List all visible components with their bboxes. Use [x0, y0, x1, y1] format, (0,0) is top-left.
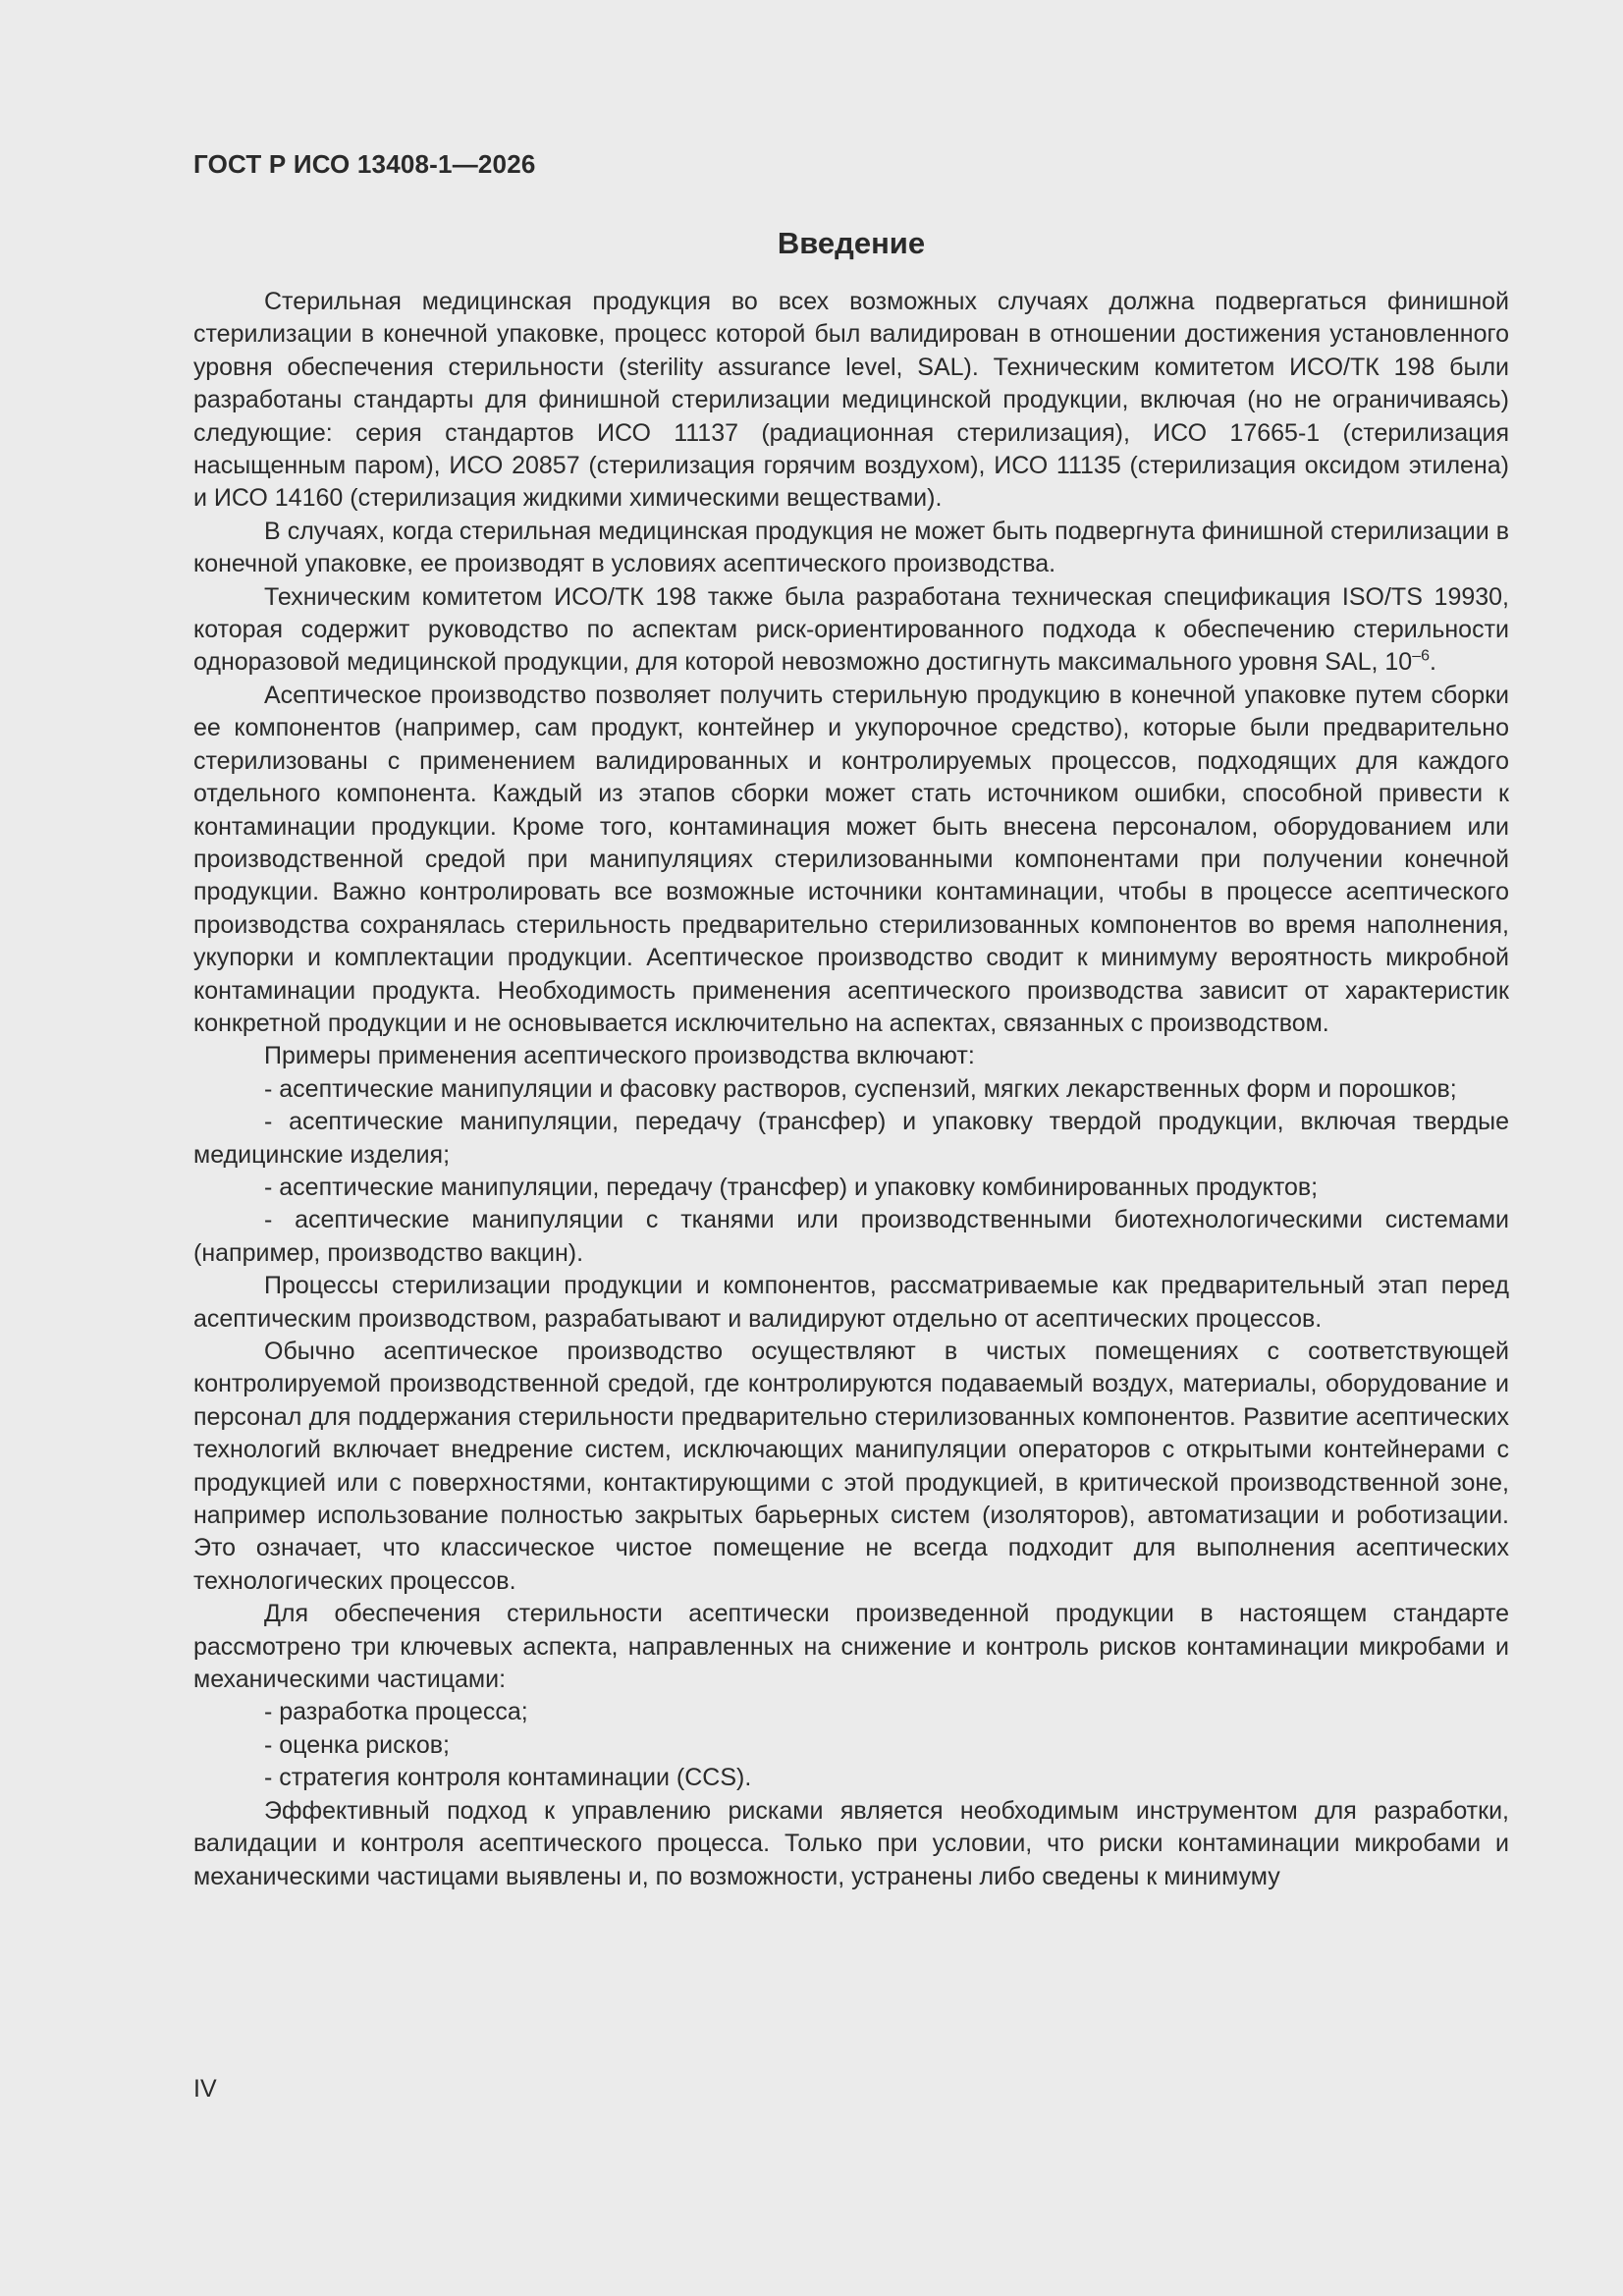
paragraph: [193, 581, 1509, 680]
body-text: [193, 286, 1509, 1893]
list-item-text: - асептические манипуляции и фасовку растворов, суспензий, мягких лекарственных форм и порошков;: [264, 1074, 1457, 1103]
paragraph-tail: .: [1429, 648, 1436, 677]
paragraph: [193, 1270, 1509, 1336]
paragraph-text: Техническим комитетом ИСО/ТК 198 также была разработана техническая спецификация ISO/TS 19930, которая содержит руководство по аспектам риск-ориентированного подхода к обеспечению стерильности одноразовой медицинской продукции, для которой невозможно достигнуть максимального уровня SAL, 10: [193, 582, 1509, 677]
paragraph-text: Асептическое производство позволяет получить стерильную продукцию в конечной упаковке путем сборки ее компонентов (например, сам продукт, контейнер и укупорочное средство), которые были предварительно стерилизованы с применением валидированных и контролируемых процессов, подходящих для каждого отдельного компонента. Каждый из этапов сборки может стать источником ошибки, способной привести к контаминации продукции. Кроме того, контаминация может быть внесена персоналом, оборудованием или производственной средой при манипуляциях стерилизованными компонентами при получении конечной продукции. Важно контролировать все возможные источники контаминации, чтобы в процессе асептического производства сохранялась стерильность предварительно стерилизованных компонентов во время наполнения, укупорки и комплектации продукции. Асептическое производство сводит к минимуму вероятность микробной контаминации продукта. Необходимость применения асептического производства зависит от характеристик конкретной продукции и не основывается исключительно на аспектах, связанных с производством.: [193, 681, 1509, 1037]
paragraph-text: Процессы стерилизации продукции и компонентов, рассматриваемые как предварительный этап перед асептическим производством, разрабатывают и валидируют отдельно от асептических процессов.: [193, 1272, 1509, 1333]
list-item: [193, 1729, 1509, 1762]
list-item: [193, 1106, 1509, 1172]
paragraph-text: Примеры применения асептического производства включают:: [264, 1042, 975, 1070]
paragraph: [193, 286, 1509, 516]
paragraph-text: Стерильная медицинская продукция во всех возможных случаях должна подвергаться финишной стерилизации в конечной упаковке, процесс которой был валидирован в отношении достижения установленного уровня обеспечения стерильности (sterility assurance level, SAL). Техническим комитетом ИСО/ТК 198 были разработаны стандарты для финишной стерилизации медицинской продукции, включая (но не ограничиваясь) следующие: серия стандартов ИСО 11137 (радиационная стерилизация), ИСО 17665-1 (стерилизация насыщенным паром), ИСО 20857 (стерилизация горячим воздухом), ИСО 11135 (стерилизация оксидом этилена) и ИСО 14160 (стерилизация жидкими химическими веществами).: [193, 288, 1509, 513]
paragraph: [193, 1336, 1509, 1598]
list-item-text: - асептические манипуляции с тканями или производственными биотехнологическими системами (например, производство вакцин).: [193, 1206, 1509, 1267]
list-item-text: - разработка процесса;: [264, 1698, 528, 1726]
list-item: [193, 1696, 1509, 1728]
paragraph: [193, 1040, 1509, 1072]
list-item-text: - оценка рисков;: [264, 1730, 450, 1759]
superscript-exponent: –6: [1412, 648, 1430, 666]
list-item: [193, 1172, 1509, 1204]
paragraph: [193, 516, 1509, 581]
paragraph-text: Эффективный подход к управлению рисками является необходимым инструментом для разработки, валидации и контроля асептического процесса. Только при условии, что риски контаминации микробами и механическими частицами выявлены и, по возможности, устранены либо сведены к минимуму: [193, 1796, 1509, 1890]
paragraph-text: Обычно асептическое производство осуществляют в чистых помещениях с соответствующей контролируемой производственной средой, где контролируются подаваемый воздух, материалы, оборудование и персонал для поддержания стерильности предварительно стерилизованных компонентов. Развитие асептических технологий включает внедрение систем, исключающих манипуляции операторов с открытыми контейнерами с продукцией или с поверхностями, контактирующими с этой продукцией, в критической производственной зоне, например использование полностью закрытых барьерных систем (изоляторов), автоматизации и роботизации. Это означает, что классическое чистое помещение не всегда подходит для выполнения асептических технологических процессов.: [193, 1338, 1509, 1595]
list-item: [193, 1762, 1509, 1794]
page-number: IV: [193, 2075, 217, 2103]
paragraph-text: Для обеспечения стерильности асептически произведенной продукции в настоящем стандарте рассмотрено три ключевых аспекта, направленных на снижение и контроль рисков контаминации микробами и механическими частицами:: [193, 1600, 1509, 1694]
paragraph: [193, 680, 1509, 1040]
document-header: ГОСТ Р ИСО 13408-1—2026: [193, 149, 536, 179]
list-item-text: - стратегия контроля контаминации (CCS).: [264, 1764, 752, 1792]
list-item: [193, 1204, 1509, 1270]
list-item-text: - асептические манипуляции, передачу (трансфер) и упаковку комбинированных продуктов;: [264, 1173, 1319, 1201]
paragraph-text: В случаях, когда стерильная медицинская продукция не может быть подвергнута финишной стерилизации в конечной упаковке, ее производят в условиях асептического производства.: [193, 517, 1509, 578]
paragraph: [193, 1598, 1509, 1696]
list-item-text: - асептические манипуляции, передачу (трансфер) и упаковку твердой продукции, включая твердые медицинские изделия;: [193, 1108, 1509, 1169]
list-item: [193, 1073, 1509, 1106]
paragraph: [193, 1795, 1509, 1893]
section-title: Введение: [777, 226, 926, 260]
